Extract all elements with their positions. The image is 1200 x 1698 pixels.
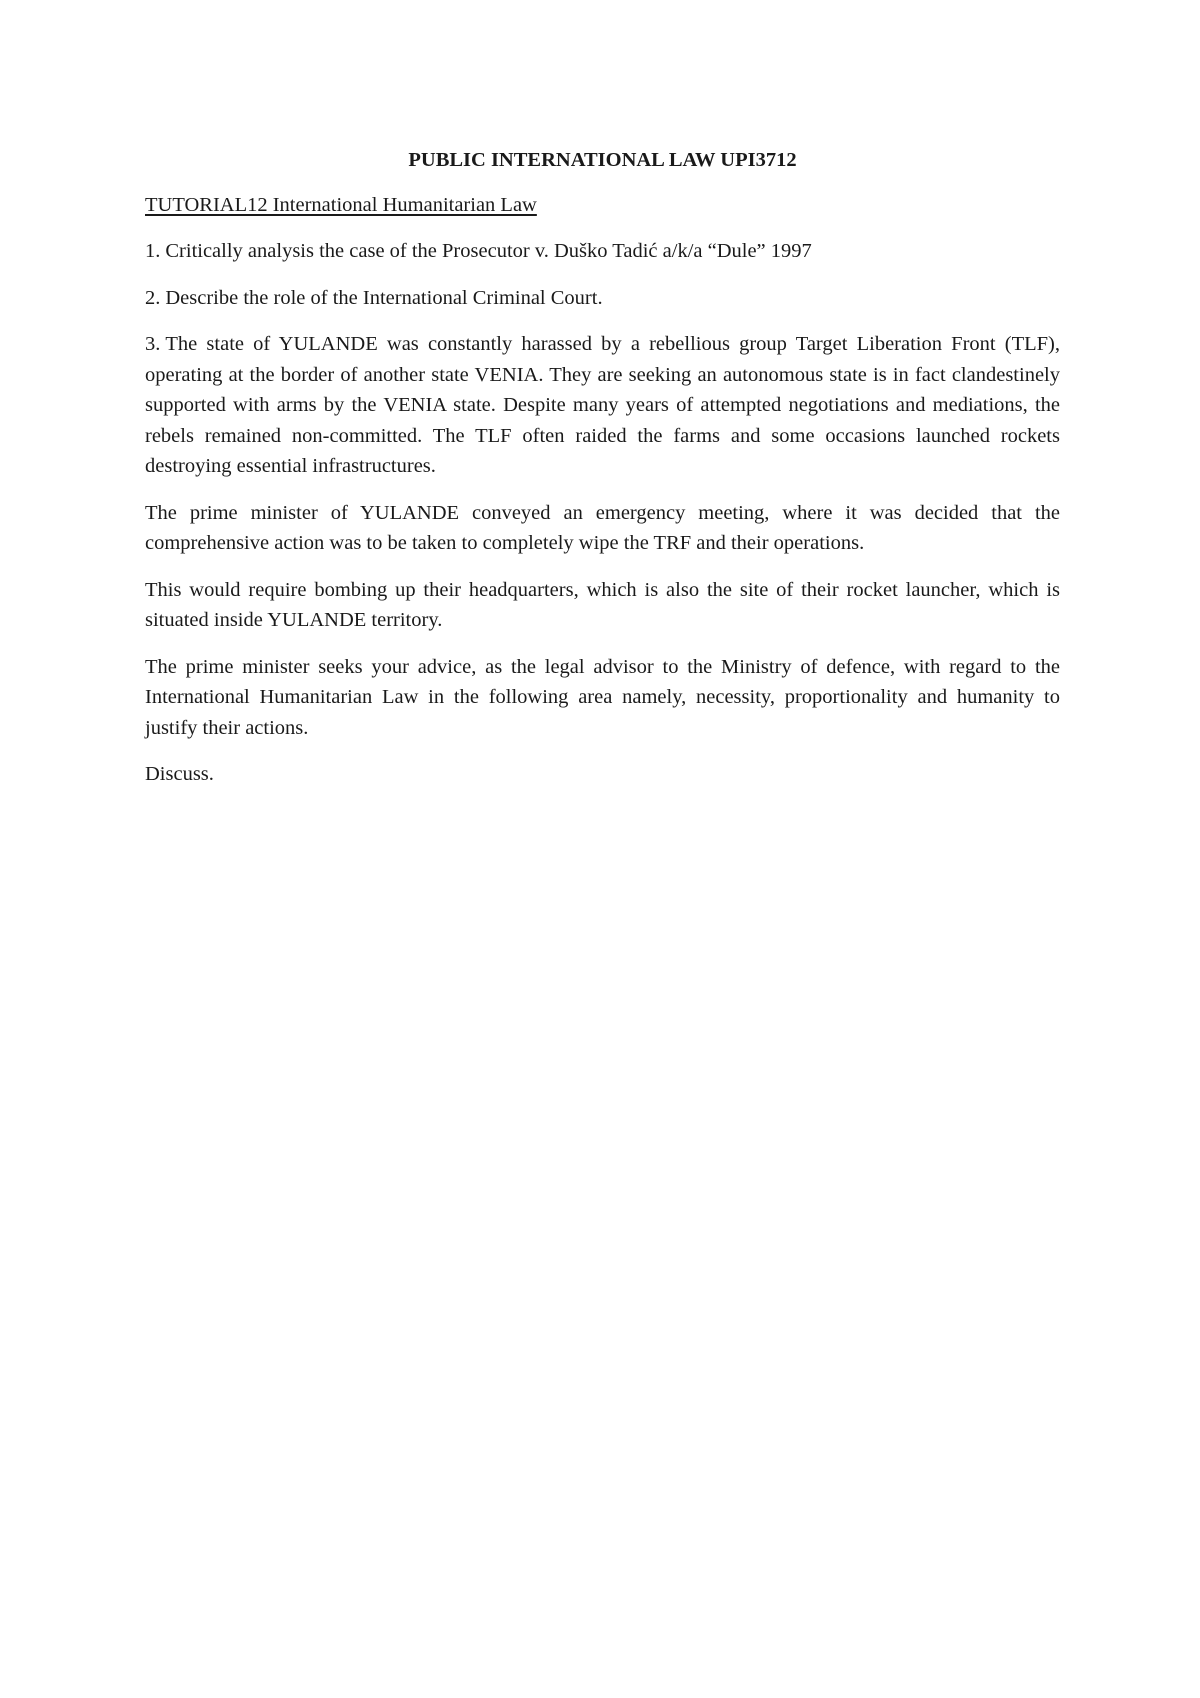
document-body	[145, 145, 1060, 806]
paragraph-meeting: The prime minister of YULANDE conveyed an emergency meeting, where it was decided that the comprehensive action was to be taken to completely wipe the TRF and their operations.	[145, 501, 1060, 554]
paragraph-advice: The prime minister seeks your advice, as the legal advisor to the Ministry of defence, with regard to the International Humanitarian Law in the following area namely, necessity, proportionality and humanity to justify their actions.	[145, 655, 1060, 739]
question-2-number: 2.	[145, 286, 161, 309]
question-2-text: Describe the role of the International Criminal Court.	[165, 286, 603, 309]
question-3	[145, 329, 1060, 482]
question-3-text: The state of YULANDE was constantly harassed by a rebellious group Target Liberation Front (TLF), operating at the border of another state VENIA. They are seeking an autonomous state is in fact clandestinely supported with arms by the VENIA state. Despite many years of attempted negotiations and mediations, the rebels remained non-committed. The TLF often raided the farms and some occasions launched rockets destroying essential infrastructures.	[145, 333, 1060, 477]
tutorial-heading: TUTORIAL12 International Humanitarian Law	[145, 193, 537, 216]
closing-instruction: Discuss.	[145, 763, 214, 785]
question-2	[145, 283, 1060, 314]
document-title: PUBLIC INTERNATIONAL LAW UPI3712	[408, 149, 797, 171]
question-1-number: 1.	[145, 240, 161, 262]
question-1-text: Critically analysis the case of the Prosecutor v. Duško Tadić a/k/a “Dule” 1997	[165, 240, 812, 262]
question-3-number: 3.	[145, 333, 161, 355]
paragraph-bombing: This would require bombing up their headquarters, which is also the site of their rocket launcher, which is situated inside YULANDE territory.	[145, 578, 1060, 631]
question-1	[145, 236, 1060, 267]
